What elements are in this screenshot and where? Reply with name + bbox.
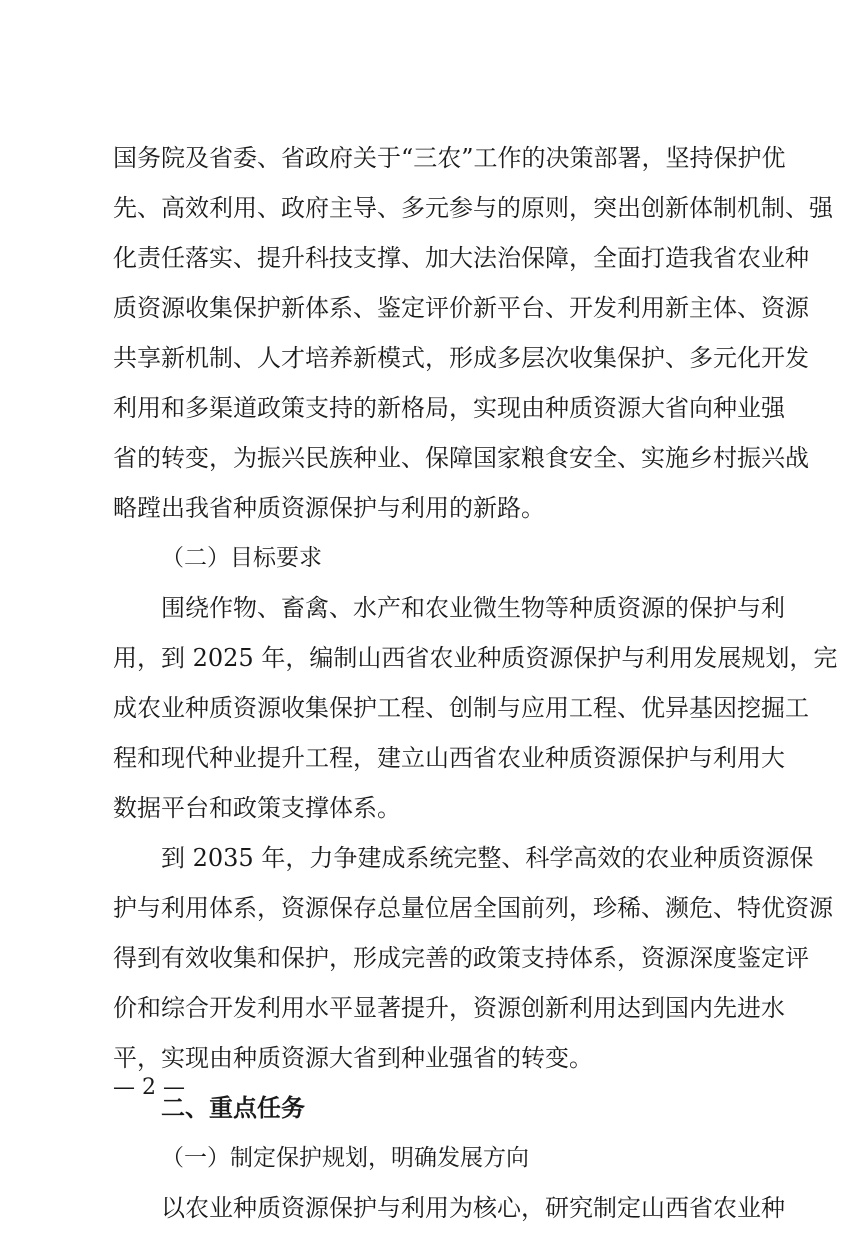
paragraph-line: 共享新机制、人才培养新模式，形成多层次收集保护、多元化开发 xyxy=(113,344,809,372)
paragraph-line: 用，到 2025 年，编制山西省农业种质资源保护与利用发展规划，完 xyxy=(113,644,838,672)
paragraph-line: 围绕作物、畜禽、水产和农业微生物等种质资源的保护与利 xyxy=(161,594,785,622)
paragraph-line: 成农业种质资源收集保护工程、创制与应用工程、优异基因挖掘工 xyxy=(113,694,809,722)
paragraph-line: 平，实现由种质资源大省到种业强省的转变。 xyxy=(113,1044,593,1072)
paragraph-line: 国务院及省委、省政府关于“三农”工作的决策部署，坚持保护优 xyxy=(113,144,786,172)
paragraph-line: 质资源收集保护新体系、鉴定评价新平台、开发利用新主体、资源 xyxy=(113,294,809,322)
paragraph-line: 程和现代种业提升工程，建立山西省农业种质资源保护与利用大 xyxy=(113,744,785,772)
goals-paragraph-1 xyxy=(113,583,838,833)
section-heading-key-tasks: 二、重点任务 xyxy=(161,1094,305,1122)
paragraph-line: 先、高效利用、政府主导、多元参与的原则，突出创新体制机制、强 xyxy=(113,194,833,222)
goals-paragraph-2 xyxy=(113,833,833,1083)
section-heading-goals: （二）目标要求 xyxy=(161,545,322,571)
page-number: — 2 — xyxy=(113,1075,185,1100)
paragraph-line: 到 2035 年，力争建成系统完整、科学高效的农业种质资源保 xyxy=(161,844,814,872)
intro-paragraph xyxy=(113,133,833,533)
paragraph-line: 以农业种质资源保护与利用为核心，研究制定山西省农业种 xyxy=(161,1194,785,1222)
document-body xyxy=(113,133,838,1233)
subsection-heading-plan: （一）制定保护规划，明确发展方向 xyxy=(161,1145,529,1171)
paragraph-line: 利用和多渠道政策支持的新格局，实现由种质资源大省向种业强 xyxy=(113,394,785,422)
paragraph-line: 数据平台和政策支撑体系。 xyxy=(113,794,401,822)
paragraph-line: 化责任落实、提升科技支撑、加大法治保障，全面打造我省农业种 xyxy=(113,244,809,272)
paragraph-line: 护与利用体系，资源保存总量位居全国前列，珍稀、濒危、特优资源 xyxy=(113,894,833,922)
paragraph-line: 得到有效收集和保护，形成完善的政策支持体系，资源深度鉴定评 xyxy=(113,944,809,972)
paragraph-line: 价和综合开发利用水平显著提升，资源创新利用达到国内先进水 xyxy=(113,994,785,1022)
paragraph-line: 略蹚出我省种质资源保护与利用的新路。 xyxy=(113,494,545,522)
paragraph-line: 省的转变，为振兴民族种业、保障国家粮食安全、实施乡村振兴战 xyxy=(113,444,809,472)
